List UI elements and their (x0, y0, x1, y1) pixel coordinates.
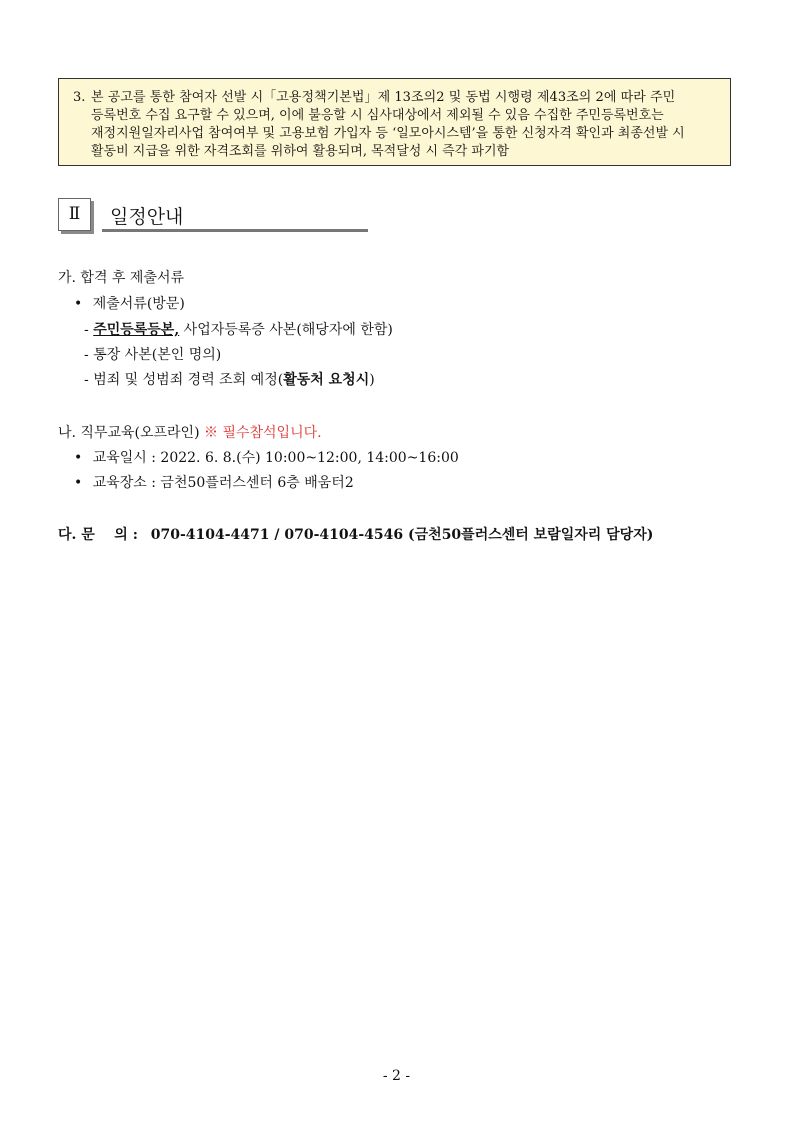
doc-item-1-rest: 사업자등록증 사본(해당자에 한함) (183, 322, 393, 338)
dash-mark: - (84, 347, 89, 363)
contact-numbers: 070-4104-4471 / 070-4104-4546 (금천50플러스센터 보람일자리 담당자) (150, 527, 654, 543)
notice-number: 3. (73, 90, 86, 105)
dash-mark: - (84, 372, 89, 388)
doc-item-3 (84, 369, 375, 389)
doc-item-3-bold: 활동처 요청시 (283, 372, 370, 388)
doc-item-1 (84, 319, 393, 339)
doc-item-3-post: ) (369, 372, 375, 388)
section-underline (102, 229, 368, 232)
notice-line-3: 재정지원일자리사업 참여여부 및 고용보험 가입자 등 ‘일모아시스템’을 통한 신청자격 확인과 최종선발 시 (91, 126, 685, 141)
training-place-text: 교육장소 : 금천50플러스센터 6층 배움터2 (92, 475, 354, 491)
bullet-mark: • (74, 450, 83, 466)
section-header (58, 198, 378, 238)
notice-line-2: 등록번호 수집 요구할 수 있으며, 이에 불응할 시 심사대상에서 제외될 수 있음 수집한 주민등록번호는 (91, 108, 664, 123)
doc-item-1-bold: 주민등록등본, (93, 322, 180, 338)
notice-line-4: 활동비 지급을 위한 자격조회를 위하여 활용되며, 목적달성 시 즉각 파기함 (91, 144, 510, 159)
bullet-mark: • (74, 296, 83, 312)
section-number-box: Ⅱ (58, 198, 91, 231)
heading-documents: 가. 합격 후 제출서류 (58, 270, 184, 286)
mandatory-note: ※ 필수참석입니다. (204, 425, 322, 441)
notice-line-1: 본 공고를 통한 참여자 선발 시「고용정책기본법」제 13조의2 및 동법 시행령 제43조의 2에 따라 주민 (91, 90, 676, 105)
section-title: 일정안내 (110, 206, 184, 228)
contact-label: 다. 문 의 : (58, 527, 138, 543)
doc-item-2-text: 통장 사본(본인 명의) (93, 347, 222, 363)
training-date-text: 교육일시 : 2022. 6. 8.(수) 10:00~12:00, 14:00~16:00 (92, 450, 459, 466)
contact-line (58, 524, 653, 544)
bullet-documents (74, 293, 185, 313)
notice-box (58, 78, 731, 166)
heading-training (58, 422, 322, 442)
bullet-documents-label: 제출서류(방문) (92, 296, 185, 312)
heading-training-text: 나. 직무교육(오프라인) (58, 425, 200, 441)
training-place (74, 472, 354, 492)
bullet-mark: • (74, 475, 83, 491)
doc-item-2 (84, 344, 221, 364)
dash-mark: - (84, 322, 89, 338)
doc-item-3-pre: 범죄 및 성범죄 경력 조회 예정( (93, 372, 284, 388)
page-number: - 2 - (382, 1068, 411, 1084)
training-date (74, 447, 459, 467)
